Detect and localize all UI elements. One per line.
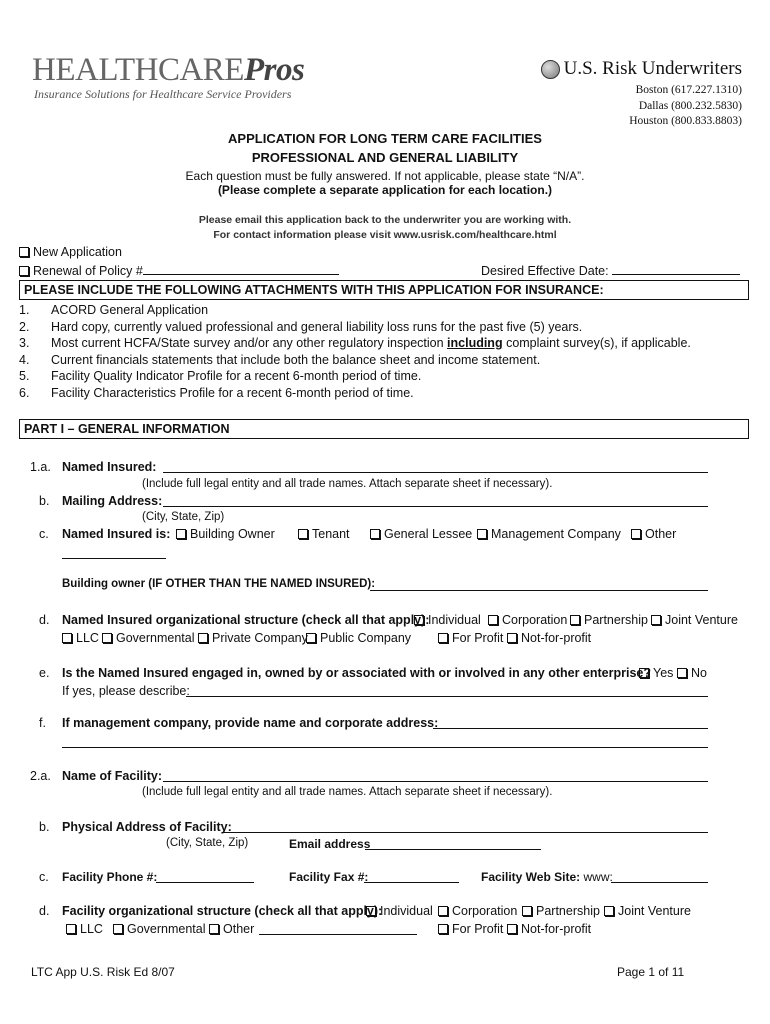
company-name: U.S. Risk Underwriters <box>541 58 742 80</box>
checkbox[interactable] <box>604 906 614 916</box>
checkbox[interactable] <box>370 529 380 539</box>
list-item: 4. Current financials statements that include both the balance sheet and income statement. <box>19 352 541 367</box>
option-for-profit[interactable]: For Profit <box>438 631 503 645</box>
checkbox[interactable] <box>438 633 448 643</box>
list-item: 1. ACORD General Application <box>19 303 209 317</box>
checkbox[interactable] <box>19 266 29 276</box>
list-item: 2. Hard copy, currently valued professional and general liability loss runs for the past five (5) years. <box>19 319 583 334</box>
facility-name-field[interactable] <box>163 769 708 782</box>
option-governmental[interactable]: Governmental <box>102 631 195 645</box>
checkbox[interactable] <box>677 668 687 678</box>
email-instructions: Please email this application back to the underwriter you are working with. <box>198 214 572 226</box>
describe-field[interactable] <box>186 684 708 697</box>
checkbox[interactable] <box>570 615 580 625</box>
facility-website-field[interactable] <box>611 870 708 883</box>
option-private-company[interactable]: Private Company <box>198 631 308 645</box>
q2d-number: d. <box>39 904 50 918</box>
attachments-heading: PLEASE INCLUDE THE FOLLOWING ATTACHMENTS WITH THIS APPLICATION FOR INSURANCE: <box>19 280 749 300</box>
effective-date-field[interactable] <box>612 262 740 275</box>
option-individual[interactable]: Individual <box>414 613 481 627</box>
checkbox[interactable] <box>209 924 219 934</box>
globe-icon <box>541 60 560 79</box>
facility-option-governmental[interactable]: Governmental <box>113 922 206 936</box>
facility-fax-field[interactable] <box>364 870 459 883</box>
management-company-field-2[interactable] <box>62 735 708 748</box>
facility-name-label: Name of Facility: <box>62 769 163 783</box>
office-dallas: Dallas (800.232.5830) <box>638 99 742 112</box>
checkbox[interactable] <box>651 615 661 625</box>
office-phones <box>629 83 742 130</box>
checkbox[interactable] <box>631 529 641 539</box>
footer-edition: LTC App U.S. Risk Ed 8/07 <box>31 965 175 979</box>
checkbox[interactable] <box>522 906 532 916</box>
other-specify-field[interactable] <box>62 546 166 559</box>
facility-option-partnership[interactable]: Partnership <box>522 904 600 918</box>
named-insured-note: (Include full legal entity and all trade names. Attach separate sheet if necessary). <box>142 478 553 490</box>
checkbox[interactable] <box>366 906 376 916</box>
named-insured-field[interactable] <box>163 460 708 473</box>
checkbox[interactable] <box>62 633 72 643</box>
option-llc[interactable]: LLC <box>62 631 99 645</box>
facility-option-corporation[interactable]: Corporation <box>438 904 517 918</box>
checkbox[interactable] <box>306 633 316 643</box>
mailing-address-label: Mailing Address: <box>62 494 163 508</box>
form-title: APPLICATION FOR LONG TERM CARE FACILITIES <box>228 131 542 146</box>
checkbox[interactable] <box>438 924 448 934</box>
facility-option-other[interactable]: Other <box>209 922 254 936</box>
instructions-line: Each question must be fully answered. If not applicable, please state “N/A”. <box>185 169 585 183</box>
option-building-owner[interactable]: Building Owner <box>176 527 275 541</box>
facility-fax-label: Facility Fax #: <box>289 870 369 884</box>
q1b-number: b. <box>39 494 50 508</box>
checkbox[interactable] <box>488 615 498 625</box>
physical-address-label: Physical Address of Facility: <box>62 820 232 834</box>
checkbox[interactable] <box>438 906 448 916</box>
named-insured-label: Named Insured: <box>62 460 157 474</box>
policy-number-field[interactable] <box>143 262 339 275</box>
q2a-number: 2.a. <box>30 769 51 783</box>
option-not-for-profit[interactable]: Not-for-profit <box>507 631 591 645</box>
office-houston: Houston (800.833.8803) <box>629 115 742 127</box>
option-partnership[interactable]: Partnership <box>570 613 648 627</box>
renewal-option[interactable]: Renewal of Policy # <box>19 262 339 278</box>
instructions-separate: (Please complete a separate application for each location.) <box>217 183 553 197</box>
checkbox[interactable] <box>414 615 424 625</box>
list-item: 5. Facility Quality Indicator Profile for a recent 6-month period of time. <box>19 369 422 384</box>
management-company-field[interactable] <box>433 716 708 729</box>
named-insured-is-label: Named Insured is: <box>62 527 171 541</box>
effective-date-row: Desired Effective Date: <box>481 262 740 278</box>
facility-option-individual[interactable]: Individual <box>366 904 433 918</box>
q1e-number: e. <box>39 666 50 680</box>
healthcare-pros-logo: HEALTHCAREPros <box>32 52 305 88</box>
q2b-number: b. <box>39 820 50 834</box>
checkbox[interactable] <box>19 247 29 257</box>
mailing-address-field[interactable] <box>163 494 708 507</box>
option-no[interactable]: No <box>677 666 707 680</box>
describe-label: If yes, please describe: <box>62 684 190 698</box>
option-corporation[interactable]: Corporation <box>488 613 567 627</box>
q2c-number: c. <box>39 870 49 884</box>
q1c-number: c. <box>39 527 49 541</box>
q1d-number: d. <box>39 613 50 627</box>
option-tenant[interactable]: Tenant <box>298 527 350 541</box>
list-item: 6. Facility Characteristics Profile for a recent 6-month period of time. <box>19 385 414 400</box>
building-owner-field[interactable] <box>370 578 708 591</box>
facility-website-row: Facility Web Site: www: <box>481 870 613 884</box>
option-management-company[interactable]: Management Company <box>477 527 621 541</box>
facility-phone-field[interactable] <box>156 870 254 883</box>
form-subtitle: PROFESSIONAL AND GENERAL LIABILITY <box>251 150 519 165</box>
physical-address-note: (City, State, Zip) <box>166 837 249 849</box>
checkbox[interactable] <box>507 633 517 643</box>
management-company-label: If management company, provide name and corporate address: <box>62 716 439 730</box>
facility-org-structure-label: Facility organizational structure (check all that apply): <box>62 904 383 918</box>
attachments-list <box>19 302 691 402</box>
checkbox[interactable] <box>298 529 308 539</box>
contact-instructions: For contact information please visit www.usrisk.com/healthcare.html <box>213 229 557 241</box>
building-owner-label: Building owner (IF OTHER THAN THE NAMED INSURED): <box>62 578 376 590</box>
option-other[interactable]: Other <box>631 527 676 541</box>
email-address-field[interactable] <box>365 837 541 850</box>
checkbox[interactable] <box>66 924 76 934</box>
option-yes[interactable]: Yes <box>639 666 673 680</box>
office-boston: Boston (617.227.1310) <box>635 84 742 96</box>
list-item: 3. Most current HCFA/State survey and/or any other regulatory inspection including complaint survey(s), if applicable. <box>19 336 691 351</box>
checkbox[interactable] <box>102 633 112 643</box>
footer-page-number: Page 1 of 11 <box>617 965 685 979</box>
physical-address-field[interactable] <box>222 820 708 833</box>
facility-option-joint-venture[interactable]: Joint Venture <box>604 904 691 918</box>
logo-tagline: Insurance Solutions for Healthcare Service Providers <box>34 87 292 101</box>
checkbox[interactable] <box>198 633 208 643</box>
checkbox[interactable] <box>176 529 186 539</box>
org-structure-label: Named Insured organizational structure (check all that apply): <box>62 613 430 627</box>
option-general-lessee[interactable]: General Lessee <box>370 527 472 541</box>
other-enterprise-label: Is the Named Insured engaged in, owned by or associated with or involved in any other enterprise? <box>62 666 652 680</box>
email-address-label: Email address <box>289 837 371 851</box>
checkbox[interactable] <box>507 924 517 934</box>
facility-other-field[interactable] <box>259 922 417 935</box>
q1f-number: f. <box>39 716 46 730</box>
option-joint-venture[interactable]: Joint Venture <box>651 613 738 627</box>
facility-option-llc[interactable]: LLC <box>66 922 103 936</box>
option-public-company[interactable]: Public Company <box>306 631 411 645</box>
q1a-number: 1.a. <box>30 460 51 474</box>
facility-phone-label: Facility Phone #: <box>62 870 158 884</box>
checkbox[interactable] <box>113 924 123 934</box>
checkbox[interactable] <box>477 529 487 539</box>
mailing-address-note: (City, State, Zip) <box>142 511 225 523</box>
new-application-option[interactable]: New Application <box>19 245 122 259</box>
checkbox[interactable] <box>639 668 649 678</box>
facility-option-for-profit[interactable]: For Profit <box>438 922 503 936</box>
part1-heading: PART I – GENERAL INFORMATION <box>19 419 749 439</box>
facility-name-note: (Include full legal entity and all trade names. Attach separate sheet if necessary). <box>142 786 553 798</box>
facility-option-not-for-profit[interactable]: Not-for-profit <box>507 922 591 936</box>
